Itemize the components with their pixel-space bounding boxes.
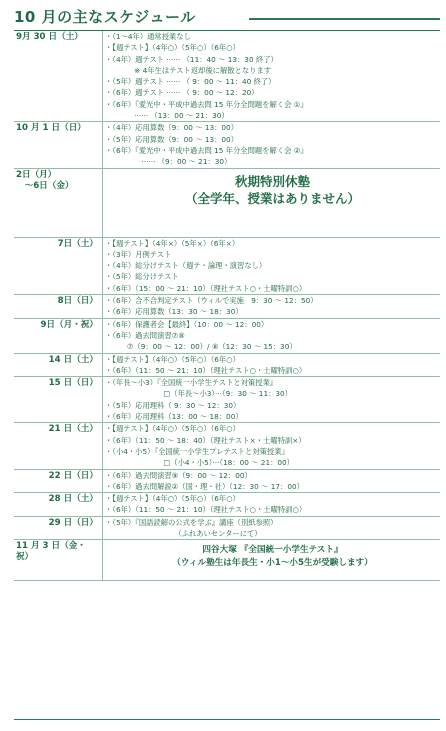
schedule-body bbox=[14, 31, 440, 581]
test-notice bbox=[105, 540, 440, 580]
schedule-table bbox=[14, 30, 440, 581]
event-line: （ふれあいセンターにて） bbox=[105, 528, 262, 538]
date-label: 9日（月・祝） bbox=[40, 319, 98, 330]
events-cell bbox=[103, 168, 441, 237]
event-line: ・（6年）（15：00 ～ 21：10）（理社テスト○・土曜特訓○） bbox=[105, 283, 307, 293]
event-line: ······ （9：00 ～ 21：30） bbox=[105, 157, 232, 167]
event-line: ・（6年）週テスト ······ （ 9：00 ～ 12：20） bbox=[105, 88, 259, 98]
date-cell bbox=[14, 540, 103, 581]
event-line: ※ 4年生はテスト返却後に解散となります bbox=[105, 65, 272, 75]
test-notice-text: （ウィル塾生は年長生・小1～小5生が受験します） bbox=[172, 558, 373, 569]
date-cell bbox=[14, 318, 103, 353]
event-line: ・（6年）保護者会【最終】（10：00 ～ 12：00） bbox=[105, 319, 269, 329]
date-label: 9月 30 日（土） bbox=[16, 32, 83, 42]
date-label: 22 日（日） bbox=[48, 470, 98, 481]
event-line: ・（1～4年）通常授業なし bbox=[105, 32, 191, 41]
events-cell bbox=[103, 469, 441, 493]
date-label: 11 月 3 日（金・祝） bbox=[16, 541, 86, 563]
date-label: 7日（土） bbox=[57, 238, 98, 249]
schedule-row bbox=[14, 377, 440, 423]
date-label: 21 日（土） bbox=[48, 424, 98, 435]
event-line: ・（小4・小5）『全国統一小学生プレテストと対策授業』 bbox=[105, 446, 289, 456]
date-label: 15 日（日） bbox=[48, 378, 98, 389]
schedule-row bbox=[14, 423, 440, 469]
test-notice-text: 四谷大塚 『全国統一小学生テスト』 bbox=[202, 545, 343, 556]
event-line: ・（6年）合不合判定テスト（ウィルで実施 9：30 ～ 12：50） bbox=[105, 296, 318, 306]
date-label: 29 日（日） bbox=[48, 517, 98, 528]
date-cell bbox=[14, 423, 103, 469]
bottom-rule bbox=[14, 719, 440, 720]
schedule-row bbox=[14, 540, 440, 581]
event-line: ・（4年）応用算数（9：00 ～ 13：00） bbox=[105, 123, 238, 133]
date-cell bbox=[14, 31, 103, 122]
event-line: ・（5年）週テスト ······ （ 9：00 ～ 11：40 終了） bbox=[105, 77, 276, 87]
events-cell bbox=[103, 377, 441, 423]
event-line: ・（6年）『愛光中・平成中過去問 15 年分全問題を解く会 ②』 bbox=[105, 145, 308, 155]
date-label: 10 月 1 日（日） bbox=[16, 123, 86, 134]
date-cell bbox=[14, 353, 103, 377]
schedule-row bbox=[14, 295, 440, 319]
date-cell bbox=[14, 469, 103, 493]
event-line: □（小4・小5）···（18：00 ～ 21：00） bbox=[105, 458, 294, 468]
date-cell bbox=[14, 237, 103, 294]
events-cell bbox=[103, 516, 441, 540]
event-line: ・（6年）（11：50 ～ 18：40）（理社テスト×・土曜特訓×） bbox=[105, 435, 306, 445]
events-cell bbox=[103, 318, 441, 353]
event-line: ・（3年）月例テスト bbox=[105, 249, 172, 259]
event-line: ・（6年）応用算数（13：30 ～ 18：30） bbox=[105, 307, 243, 317]
event-line: ・【週テスト】（4年○）（5年○）（6年○） bbox=[105, 494, 240, 504]
events-cell bbox=[103, 540, 441, 581]
event-line: ・【週テスト】（4年○）（5年○）（6年○） bbox=[105, 43, 240, 53]
schedule-row bbox=[14, 237, 440, 294]
event-line: ・（6年）応用理科（13：00 ～ 18：00） bbox=[105, 412, 243, 422]
schedule-row bbox=[14, 469, 440, 493]
event-line: ・（6年）過去問解説②（国・理・社）（12：30 ～ 17：00） bbox=[105, 481, 304, 491]
events-cell bbox=[103, 493, 441, 517]
events-cell bbox=[103, 31, 441, 122]
event-line: ・（年長～小3）『全国統一小学生テストと対策授業』 bbox=[105, 378, 278, 388]
events-cell bbox=[103, 353, 441, 377]
event-line: ・（6年）（11：50 ～ 21：10）（理社テスト○・土曜特訓○） bbox=[105, 505, 307, 515]
event-line: ・【週テスト】（4年○）（5年○）（6年○） bbox=[105, 424, 240, 434]
date-cell bbox=[14, 168, 103, 237]
events-cell bbox=[103, 295, 441, 319]
title-rule bbox=[249, 18, 440, 20]
schedule-row bbox=[14, 516, 440, 540]
event-line: ・（5年）『国語読解の公式を学ぶ』講座（別紙参照） bbox=[105, 517, 278, 527]
date-label: 28 日（土） bbox=[48, 494, 98, 505]
date-cell bbox=[14, 377, 103, 423]
title-block bbox=[14, 6, 440, 28]
date-cell bbox=[14, 122, 103, 168]
events-cell bbox=[103, 122, 441, 168]
event-line: ・（5年）応用算数（9：00 ～ 13：00） bbox=[105, 134, 238, 144]
date-cell bbox=[14, 493, 103, 517]
holiday-notice bbox=[105, 169, 440, 237]
event-line: ・（6年）（11：50 ～ 21：10）（理社テスト○・土曜特訓○） bbox=[105, 365, 307, 375]
date-cell bbox=[14, 295, 103, 319]
event-line: ・（6年）『愛光中・平成中過去問 15 年分全問題を解く会 ①』 bbox=[105, 99, 308, 109]
event-line: ⑦（9：00 ～ 12：00）/ ⑧（12：30 ～ 15：30） bbox=[105, 342, 297, 352]
event-line: ・（4年）週テスト ······ （11：40 ～ 13：30 終了） bbox=[105, 54, 278, 64]
event-line: ・【週テスト】（4年×）（5年×）（6年×） bbox=[105, 238, 240, 248]
schedule-row bbox=[14, 318, 440, 353]
event-line: ・（5年）応用理科（ 9：30 ～ 12：30） bbox=[105, 400, 241, 410]
date-label: 8日（日） bbox=[57, 296, 98, 307]
holiday-text: 秋期特別休塾 bbox=[234, 173, 310, 189]
date-label: 2日（月） bbox=[16, 169, 57, 180]
date-cell bbox=[14, 516, 103, 540]
schedule-row bbox=[14, 122, 440, 168]
date-label: ～6日（金） bbox=[16, 180, 74, 191]
events-cell bbox=[103, 237, 441, 294]
schedule-row bbox=[14, 31, 440, 122]
date-label: 14 日（土） bbox=[48, 354, 98, 365]
event-line: ・（6年）過去問演習⑦⑧ bbox=[105, 330, 185, 340]
schedule-row bbox=[14, 353, 440, 377]
event-line: ······ （13：00 ～ 21：30） bbox=[105, 111, 229, 121]
schedule-row bbox=[14, 168, 440, 237]
event-line: ・【週テスト】（4年○）（5年○）（6年○） bbox=[105, 354, 240, 364]
page-title: 10 月の主なスケジュール bbox=[14, 8, 196, 26]
events-cell bbox=[103, 423, 441, 469]
event-line: ・（5年）総分けテスト bbox=[105, 272, 179, 282]
event-line: □（年長～小3）···（9：30 ～ 11：30） bbox=[105, 389, 292, 399]
holiday-text: （全学年、授業はありません） bbox=[184, 190, 360, 206]
schedule-row bbox=[14, 493, 440, 517]
event-line: ・（6年）過去問演習⑨（9：00 ～ 12：00） bbox=[105, 470, 252, 480]
event-line: ・（4年）総分けテスト（週テ・論理・演習なし） bbox=[105, 261, 267, 271]
